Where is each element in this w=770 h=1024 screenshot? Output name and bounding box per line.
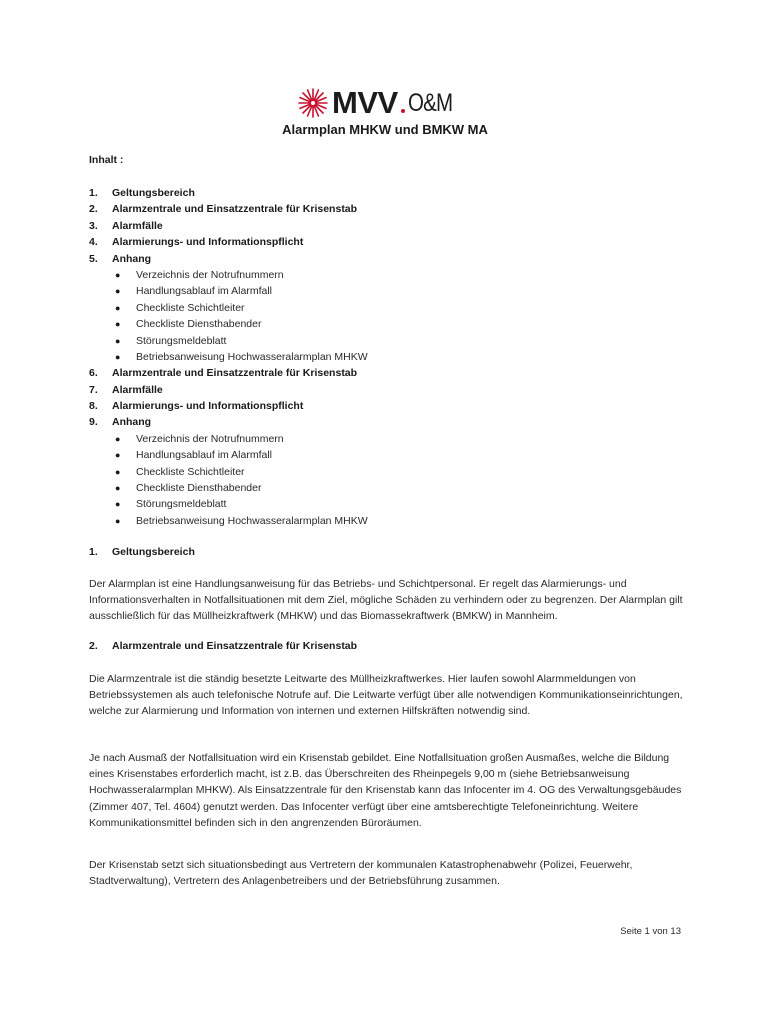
logo-subtext: O&M <box>407 89 452 117</box>
logo-wordmark: MVV <box>332 85 398 120</box>
toc-subitem: ● Störungsmeldeblatt <box>89 496 689 512</box>
toc-subitem: ● Checkliste Schichtleiter <box>89 300 689 316</box>
bullet-icon: ● <box>115 269 121 280</box>
bullet-icon: ● <box>115 483 121 494</box>
toc-item: 2. Alarmzentrale und Einsatzzentrale für Krisenstab <box>89 203 358 216</box>
section-heading: 2. Alarmzentrale und Einsatzzentrale für Krisenstab <box>89 640 358 652</box>
section-heading: 1. Geltungsbereich <box>89 546 195 558</box>
table-of-contents <box>89 185 689 529</box>
toc-subitem: ● Störungsmeldeblatt <box>89 333 689 349</box>
toc-subitem: ● Verzeichnis der Notrufnummern <box>89 267 689 283</box>
company-logo <box>298 86 462 120</box>
toc-subitem: ● Checkliste Diensthabender <box>89 480 689 496</box>
bullet-icon: ● <box>115 499 121 510</box>
toc-item: 4. Alarmierungs- und Informationspflicht <box>89 236 304 249</box>
toc-item: 7. Alarmfälle <box>89 383 163 396</box>
bullet-icon: ● <box>115 335 121 346</box>
toc-item: 8. Alarmierungs- und Informationspflicht <box>89 400 304 413</box>
bullet-icon: ● <box>115 433 121 444</box>
toc-item: 3. Alarmfälle <box>89 219 163 232</box>
toc-subitem: ● Betriebsanweisung Hochwasseralarmplan MHKW <box>89 349 689 365</box>
toc-subitem: ● Handlungsablauf im Alarmfall <box>89 283 689 299</box>
section-paragraph: Je nach Ausmaß der Notfallsituation wird ein Krisenstab gebildet. Eine Notfallsituation großen Ausmaßes, welche die Bildung eines Krisenstabes erforderlich macht, ist z.B. das Überschreiten des Rheinpegels 9,00 m (siehe Betriebsanweisung Hochwasseralarmplan MHKW). Als Einsatzzentrale für den Krisenstab kann das Infocenter im 4. OG des Verwaltungsgebäudes (Zimmer 407, Tel. 4604) genutzt werden. Das Infocenter verfügt über eine amtsberechtigte Telefoneinrichtung. Weitere Kommunikationsmittel befinden sich in den angrenzenden Büroräumen. <box>89 752 682 829</box>
bullet-icon: ● <box>115 450 121 461</box>
bullet-icon: ● <box>115 302 121 313</box>
toc-subitem: ● Handlungsablauf im Alarmfall <box>89 447 689 463</box>
logo-dot <box>401 109 405 113</box>
toc-subitem: ● Betriebsanweisung Hochwasseralarmplan MHKW <box>89 513 689 529</box>
toc-subitem: ● Checkliste Diensthabender <box>89 316 689 332</box>
section-paragraph: Der Alarmplan ist eine Handlungsanweisung für das Betriebs- und Schichtpersonal. Er regelt das Alarmierungs- und Informationsverhalten in Notfallsituationen mit dem Ziel, mögliche Schäden zu verhindern oder zu begrenzen. Der Alarmplan gilt ausschließlich für das Müllheizkraftwerk (MHKW) und das Biomassekraftwerk (BMKW) in Mannheim. <box>89 578 683 623</box>
bullet-icon: ● <box>115 319 121 330</box>
toc-subitem: ● Checkliste Schichtleiter <box>89 464 689 480</box>
section-paragraph: Die Alarmzentrale ist die ständig besetzte Leitwarte des Müllheizkraftwerkes. Hier laufen sowohl Alarmmeldungen von Betriebssystemen als auch telefonische Notrufe auf. Die Leitwarte verfügt über alle notwendigen Kommunikationseinrichtungen, welche zur Alarmierung und Information von internen und externen Hilfskräften notwendig sind. <box>89 673 683 718</box>
document-title: Alarmplan MHKW und BMKW MA <box>282 122 488 137</box>
toc-heading: Inhalt : <box>89 154 124 166</box>
bullet-icon: ● <box>115 466 121 477</box>
bullet-icon: ● <box>115 515 121 526</box>
page-number: Seite 1 von 13 <box>620 926 681 937</box>
toc-subitem: ● Verzeichnis der Notrufnummern <box>89 431 689 447</box>
section-paragraph: Der Krisenstab setzt sich situationsbedingt aus Vertretern der kommunalen Katastrophenabwehr (Polizei, Feuerwehr, Stadtverwaltung), Vertretern des Anlagenbetreibers und der Betriebsführung zusammen. <box>89 859 633 888</box>
toc-item: 5. Anhang <box>89 252 152 265</box>
bullet-icon: ● <box>115 286 121 297</box>
toc-item: 6. Alarmzentrale und Einsatzzentrale für Krisenstab <box>89 367 358 380</box>
bullet-icon: ● <box>115 351 121 362</box>
toc-item: 1. Geltungsbereich <box>89 187 195 199</box>
toc-item: 9. Anhang <box>89 416 152 429</box>
sun-star-icon <box>298 88 328 118</box>
